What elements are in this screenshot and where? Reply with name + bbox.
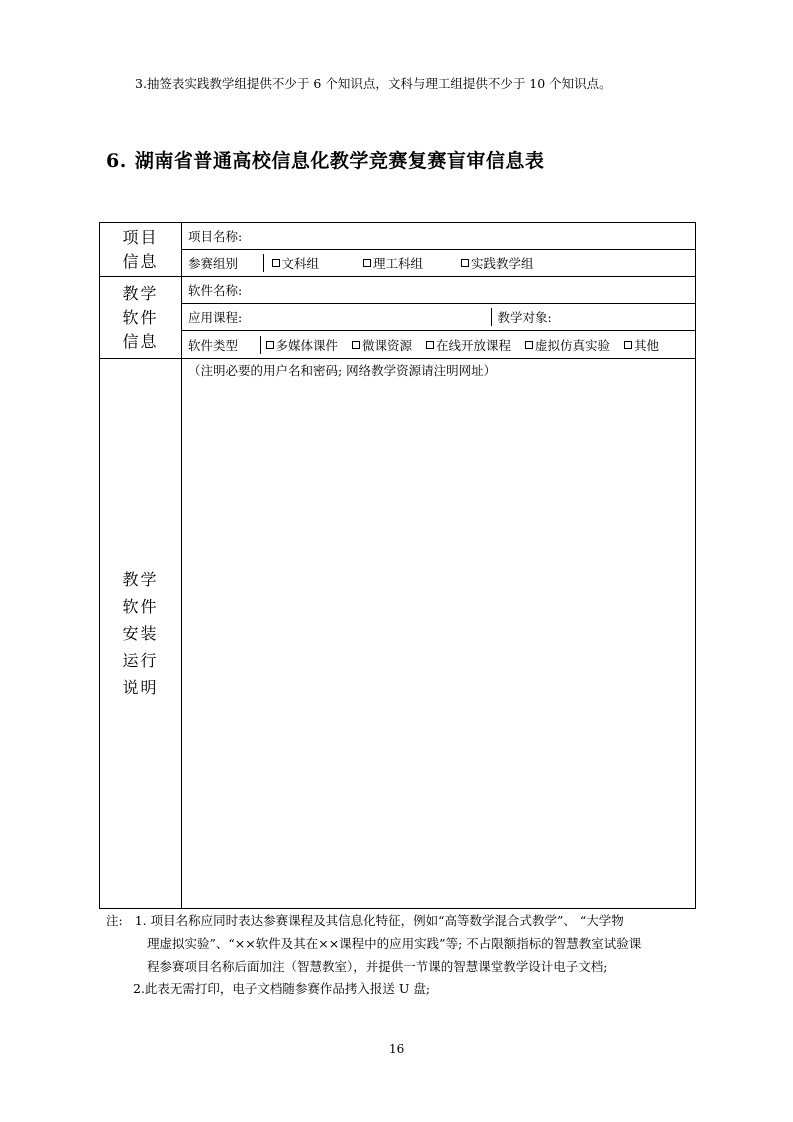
group-option-practice[interactable]: 实践教学组 — [461, 254, 534, 272]
project-info-label — [100, 223, 182, 277]
checkbox-icon[interactable] — [272, 259, 280, 267]
footnote-1-line-1 — [106, 911, 624, 929]
footnote-1-line-2: 理虚拟实验”、“××软件及其在××课程中的应用实践”等; 不占限额指标的智慧教室试验课 — [147, 936, 642, 951]
checkbox-icon[interactable] — [352, 341, 360, 349]
install-label — [100, 359, 182, 909]
software-label-line: 软件 — [122, 307, 159, 327]
section-heading — [106, 146, 544, 173]
install-label-line: 运行 — [122, 651, 159, 670]
project-label-line: 项目 — [122, 227, 159, 247]
section-title: 湖南省普通高校信息化教学竞赛复赛盲审信息表 — [134, 150, 545, 172]
group-row — [100, 250, 696, 277]
checkbox-icon[interactable] — [624, 341, 632, 349]
checkbox-icon[interactable] — [266, 341, 274, 349]
install-label-line: 软件 — [122, 597, 159, 616]
software-label-line: 教学 — [122, 283, 159, 303]
project-name-label: 项目名称: — [188, 229, 243, 244]
type-label: 软件类型 — [188, 337, 239, 353]
footnote-prefix: 注: — [106, 913, 123, 928]
install-label-line: 安装 — [122, 624, 159, 643]
type-row — [100, 331, 696, 359]
type-option-virtual-sim[interactable]: 虚拟仿真实验 — [525, 336, 610, 354]
checkbox-icon[interactable] — [525, 341, 533, 349]
checkbox-icon[interactable] — [363, 259, 371, 267]
type-option-other[interactable]: 其他 — [624, 336, 659, 354]
footnote-1-line-3: 程参赛项目名称后面加注（智慧教室），并提供一节课的智慧课堂教学设计电子文档; — [147, 959, 608, 974]
install-label-line: 教学 — [122, 570, 159, 589]
type-option-online-course[interactable]: 在线开放课程 — [426, 336, 511, 354]
software-info-label — [100, 277, 182, 359]
type-option-multimedia[interactable]: 多媒体课件 — [266, 336, 339, 354]
group-option-liberal-arts[interactable]: 文科组 — [272, 254, 320, 272]
course-cell[interactable] — [182, 308, 491, 326]
group-option-science[interactable]: 理工科组 — [363, 254, 423, 272]
group-cell — [182, 250, 696, 277]
top-note: 3.抽签表实践教学组提供不少于 6 个知识点，文科与理工组提供不少于 10 个知识点。 — [135, 76, 612, 91]
info-table — [99, 222, 696, 909]
target-cell[interactable] — [491, 308, 695, 326]
install-row — [100, 359, 696, 909]
checkbox-icon[interactable] — [426, 341, 434, 349]
project-label-line: 信息 — [122, 251, 159, 271]
footnote-2: 2.此表无需打印，电子文档随参赛作品拷入报送 U 盘; — [133, 981, 431, 996]
target-label: 教学对象: — [497, 310, 552, 325]
group-label: 参赛组别 — [188, 256, 239, 271]
type-options — [260, 336, 695, 354]
project-name-row — [100, 223, 696, 250]
software-name-row — [100, 277, 696, 304]
install-hint: （注明必要的用户名和密码; 网络教学资源请注明网址） — [188, 363, 497, 378]
install-content-cell[interactable] — [182, 359, 696, 909]
footnote-1-text: 1. 项目名称应同时表达参赛课程及其信息化特征，例如“高等数学混合式教学”、 “大学物 — [134, 913, 624, 928]
group-options — [263, 254, 695, 272]
software-label-line: 信息 — [122, 331, 159, 351]
software-name-cell[interactable] — [182, 277, 696, 304]
course-label: 应用课程: — [188, 310, 243, 325]
section-number: 6. — [106, 150, 127, 172]
page-number: 16 — [389, 1042, 405, 1056]
install-label-line: 说明 — [122, 678, 159, 697]
type-cell — [182, 331, 696, 359]
checkbox-icon[interactable] — [461, 259, 469, 267]
course-row — [100, 304, 696, 331]
project-name-cell[interactable] — [182, 223, 696, 250]
course-target-cell — [182, 304, 696, 331]
type-option-micro-course[interactable]: 微课资源 — [352, 336, 412, 354]
software-name-label: 软件名称: — [188, 283, 243, 298]
